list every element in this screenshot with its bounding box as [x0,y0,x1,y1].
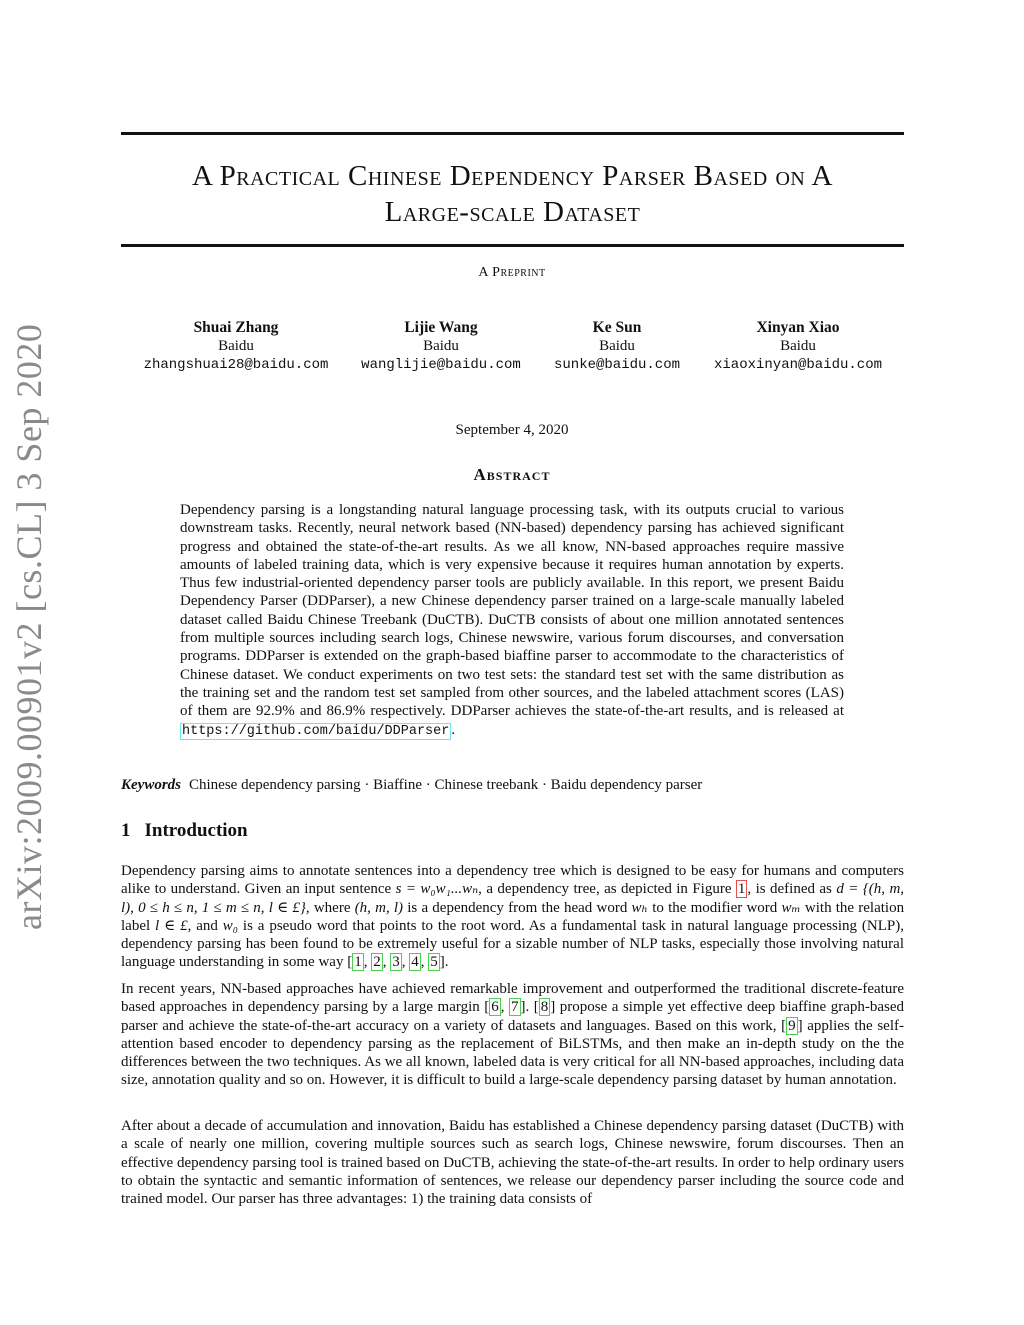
author-4 [678,318,918,375]
text-run: In recent years, NN-based approaches have achieved remarkable improvement and outperformed the traditional discrete-feature based approaches in dependency parsing by a large margin [ [121,981,904,1016]
text-run: , and [187,917,218,934]
math-sentence: s = w₀w₁...wₙ [395,881,479,898]
author-email[interactable]: sunke@baidu.com [553,357,681,373]
preprint-label: A Preprint [478,265,546,280]
title-line-1: A Practical Chinese Dependency Parser Based on A [192,160,833,192]
section-title: Introduction [144,820,248,841]
intro-paragraph-2: In recent years, NN-based approaches have achieved remarkable improvement and outperformed the traditional discrete-feature based approaches in dependency parsing by a large margin [ 6 , 7 ]. [ 8 ] propose a simple yet effective deep biaffine graph-based parser and achieve the state-of-the-art accuracy on a variety of datasets and languages. Based on this work, [ 9 ] applies the self-attention based encoder to dependency parsing as the replacement of BiLSTMs, and then make an in-depth study on the the differences between the two techniques. As we all known, labeled data is very critical for all NN-based approaches, including data size, annotation quality and so on. However, it is difficult to build a large-scale dependency parsing dataset by human annotation. [121,981,905,1089]
math-head-word: wₕ [631,899,649,916]
math-triple: (h, m, l) [354,899,404,916]
keywords-text: Chinese dependency parsing · Biaffine · Chinese treebank · Baidu dependency parser [189,777,703,793]
text-run: to the modifier word [652,899,778,916]
math-modifier-word: wₘ [781,899,801,916]
citation-2[interactable]: 2 [373,954,381,971]
author-email[interactable]: xiaoxinyan@baidu.com [713,357,883,373]
text-run: Dependency parsing aims to annotate sentences into a dependency tree which is designed to be easy for humans and computers alike to understand. Given an input sentence [121,863,904,898]
citation-5[interactable]: 5 [430,954,438,971]
math-label: l ∈ £ [155,917,188,934]
title-line-2: Large-scale Dataset [384,196,641,228]
text-run: ]. [439,954,449,971]
text-run: is a pseudo word that points to the root word. As a fundamental task in natural language processing (NLP), dependency parsing has been found to be extremely useful for a sizable number of NLP tasks, especially those involving natural language understanding in some way [ [121,917,905,971]
figure-ref-1[interactable]: 1 [737,881,746,898]
text-run: ] applies the self-attention based encoder to dependency parsing as the replacement of BiLSTMs, and then make an in-depth study on the the differences between the two techniques. As we all known, labeled data is very critical for all NN-based approaches, including data size, annotation quality and so on. However, it is difficult to build a large-scale dependency parsing dataset by human annotation. [121,1017,904,1089]
citation-1[interactable]: 1 [354,954,362,971]
title-rule-top [121,132,904,135]
author-name: Ke Sun [592,319,642,336]
text-run: , a dependency tree, as depicted in Figure [478,881,732,898]
intro-paragraph-3: After about a decade of accumulation and innovation, Baidu has established a Chinese dependency parsing dataset (DuCTB) with a scale of nearly one million, covering multiple sources such as search logs, Chinese newswire, forum discourses. Then an effective dependency parsing tool is trained based on DuCTB, achieving the state-of-the-art results. In order to help ordinary users to obtain the syntactic and semantic information of sentences, we release our dependency parser including the source code and trained model. Our parser has three advantages: 1) the training data consists of [121,1118,904,1208]
arxiv-identifier: arXiv:2009.00901v2 [cs.CL] 3 Sep 2020 [9,323,49,930]
math-definition: d = {(h, m, l), 0 ≤ h ≤ n, 1 ≤ m ≤ n, l ∈ £} [121,881,905,916]
text-run: with the relation label [121,899,905,934]
author-1 [116,318,356,375]
text-run: is a dependency from the head word [407,899,628,916]
intro-paragraph-1: Dependency parsing aims to annotate sentences into a dependency tree which is designed to be easy for humans and computers alike to understand. Given an input sentence s = w₀w₁...wₙ, a dependency tree, as depicted in Figure 1 , is defined as d = {(h, m, l), 0 ≤ h ≤ n, 1 ≤ m ≤ n, l ∈ £}, where (h, m, l) is a dependency from the head word wₕ to the modifier word wₘ with the relation label l ∈ £, and w₀ is a pseudo word that points to the root word. As a fundamental task in natural language processing (NLP), dependency parsing has been found to be extremely useful for a sizable number of NLP tasks, especially those involving natural language understanding in some way [ 1 , 2 , 3 , 4 , 5 ]. [121,863,905,971]
author-email[interactable]: wanglijie@baidu.com [361,357,521,373]
citation-3[interactable]: 3 [392,954,400,971]
citation-7[interactable]: 7 [511,999,519,1016]
abstract-body [180,501,844,741]
citation-6[interactable]: 6 [491,999,499,1016]
author-affiliation: Baidu [780,338,816,354]
author-email[interactable]: zhangshuai28@baidu.com [143,357,329,373]
abstract-text: Dependency parsing is a longstanding natural language processing task, with its outputs crucial to various downstream tasks. Recently, neural network based (NN-based) dependency parsing has achieved significant progress and obtained the state-of-the-art results. As we all know, NN-based approaches require massive amounts of labeled training data, which is very expensive because it requires human annotation by experts. Thus few industrial-oriented dependency parser tools are publicly available. In this report, we present Baidu Dependency Parser (DDParser), a new Chinese dependency parser trained on a large-scale manually labeled dataset called Baidu Chinese Treebank (DuCTB). DuCTB consists of about one million annotated sentences from multiple sources including search logs, Chinese newswire, various forum discourses, and conversation programs. DDParser is extended on the graph-based biaffine parser to accommodate to the characteristics of Chinese dataset. We conduct experiments on two test sets: the standard test set with the same distribution as the training set and the random test set sampled from other sources, and the labeled attachment scores (LAS) of them are 92.9% and 86.9% respectively. DDParser achieves the state-of-the-art results, and is released at [180,502,844,720]
text-run: ]. [ [520,999,539,1016]
author-name: Lijie Wang [404,319,478,336]
math-pseudo-word: w₀ [222,917,239,934]
text-run: , is defined as [747,881,832,898]
paper-title [121,158,904,230]
author-affiliation: Baidu [218,338,254,354]
text-run: , where [305,899,351,916]
author-affiliation: Baidu [423,338,459,354]
author-affiliation: Baidu [599,338,635,354]
abstract-heading: Abstract [473,465,551,484]
section-number: 1 [121,820,131,841]
title-rule-bottom [121,244,904,247]
citation-9[interactable]: 9 [788,1017,796,1034]
abstract-end: . [451,721,456,738]
github-link[interactable]: https://github.com/baidu/DDParser [182,723,450,739]
author-name: Shuai Zhang [193,319,279,336]
section-heading-introduction [121,820,248,842]
citation-8[interactable]: 8 [540,999,549,1016]
author-name: Xinyan Xiao [756,319,840,336]
text-run: ] propose a simple yet effective deep biaffine graph-based parser and achieve the state-of-the-art accuracy on a variety of datasets and languages. Based on this work, [ [121,999,905,1034]
publication-date: September 4, 2020 [455,422,569,438]
keywords-label: Keywords [121,777,181,793]
keywords-line [121,776,904,794]
citation-4[interactable]: 4 [411,954,419,971]
